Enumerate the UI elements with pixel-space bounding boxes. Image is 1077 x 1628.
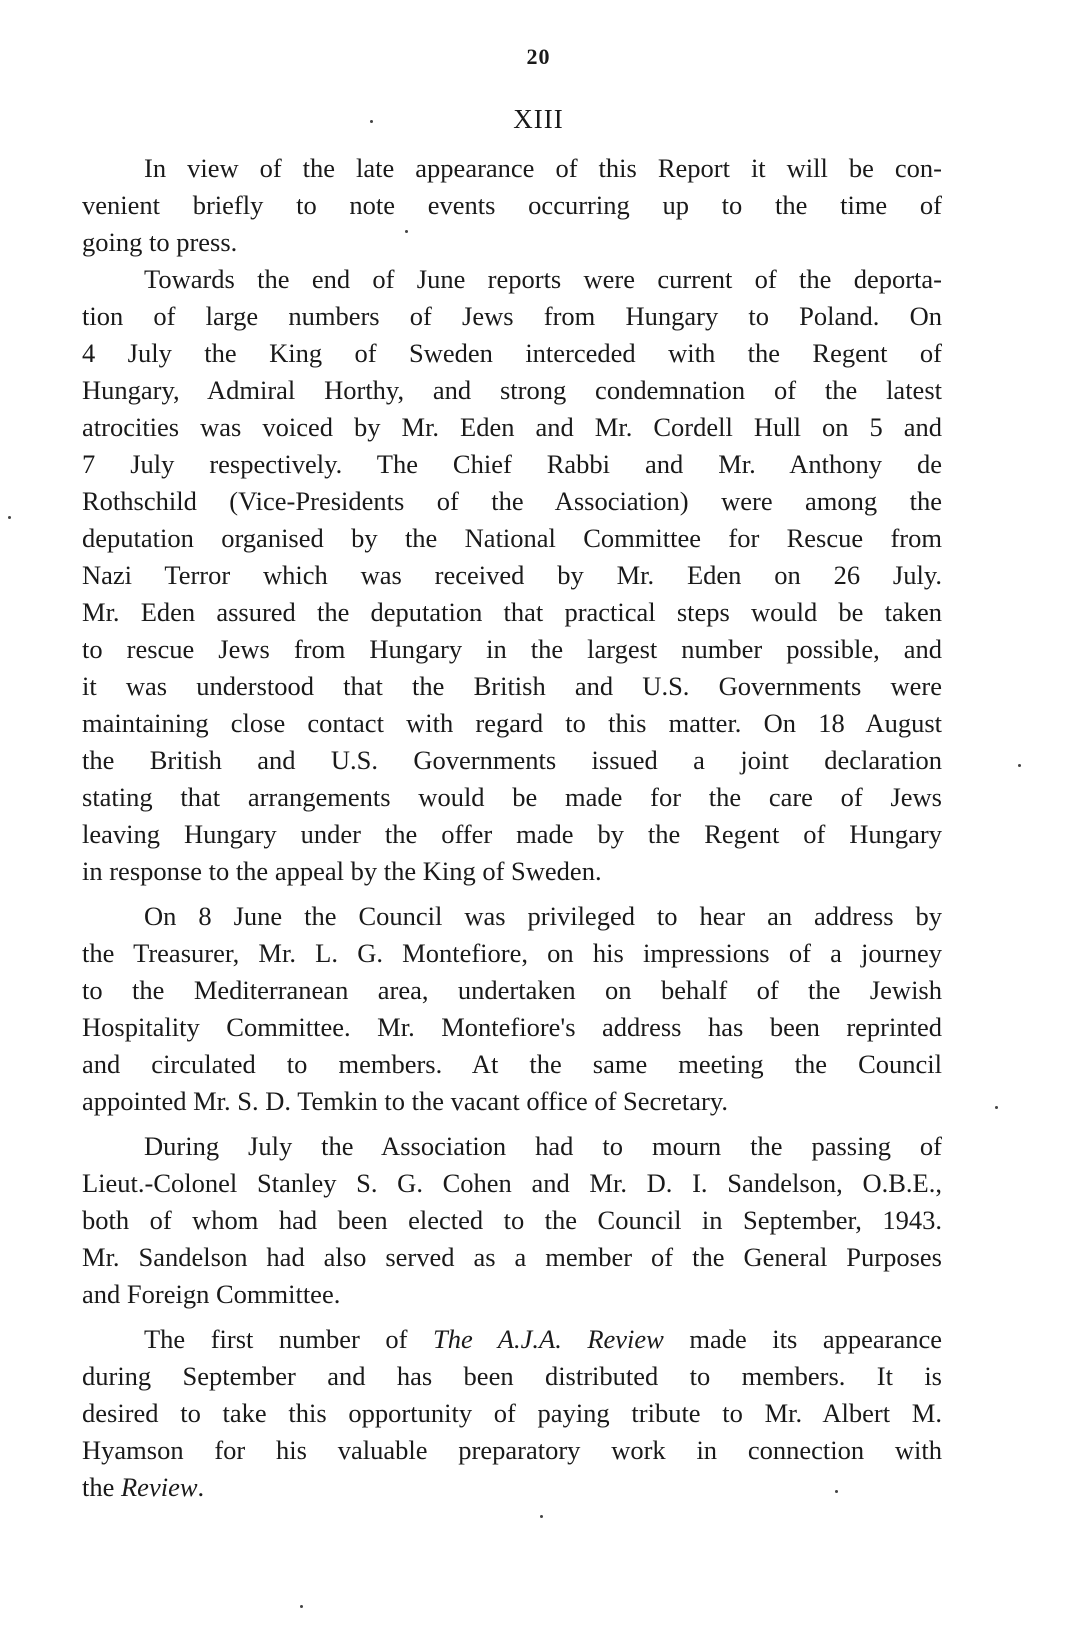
paragraph-2 bbox=[82, 261, 942, 890]
paragraph-4 bbox=[82, 1128, 942, 1313]
text-line bbox=[82, 1469, 942, 1506]
text-line: and circulated to members. At the same meeting the Council bbox=[82, 1049, 942, 1079]
text-line: Rothschild (Vice-Presidents of the Association) were among the bbox=[82, 486, 942, 516]
text-run: made its appearance bbox=[663, 1324, 942, 1354]
text-line: maintaining close contact with regard to this matter. On 18 August bbox=[82, 708, 942, 738]
paragraph-3 bbox=[82, 898, 942, 1120]
text-line: Hyamson for his valuable preparatory work in connection with bbox=[82, 1435, 942, 1465]
text-line: In view of the late appearance of this Report it will be con- bbox=[144, 153, 942, 183]
text-line: 4 July the King of Sweden interceded with the Regent of bbox=[82, 338, 942, 368]
text-line: both of whom had been elected to the Council in September, 1943. bbox=[82, 1205, 942, 1235]
paragraph-1 bbox=[82, 150, 942, 261]
text-line: to the Mediterranean area, undertaken on behalf of the Jewish bbox=[82, 975, 942, 1005]
text-line: Mr. Sandelson had also served as a member of the General Purposes bbox=[82, 1242, 942, 1272]
text-line: On 8 June the Council was privileged to hear an address by bbox=[144, 901, 942, 931]
text-line: 7 July respectively. The Chief Rabbi and Mr. Anthony de bbox=[82, 449, 942, 479]
scan-speck bbox=[8, 516, 11, 519]
text-line: going to press. bbox=[82, 227, 238, 257]
text-run: . bbox=[197, 1472, 205, 1502]
scan-speck bbox=[1018, 764, 1021, 767]
text-line: leaving Hungary under the offer made by the Regent of Hungary bbox=[82, 819, 942, 849]
scan-speck bbox=[405, 230, 408, 233]
scan-speck bbox=[995, 1106, 998, 1109]
text-line: the British and U.S. Governments issued a joint declaration bbox=[82, 745, 942, 775]
publication-title: Review bbox=[121, 1472, 198, 1502]
scan-speck bbox=[300, 1605, 303, 1608]
page-number: 20 bbox=[526, 44, 551, 69]
text-line: venient briefly to note events occurring up to the time of bbox=[82, 190, 942, 220]
text-line: it was understood that the British and U.S. Governments were bbox=[82, 671, 942, 701]
text-line: during September and has been distributed to members. It is bbox=[82, 1361, 942, 1391]
text-line: During July the Association had to mourn the passing of bbox=[144, 1131, 942, 1161]
scan-speck bbox=[540, 1515, 543, 1518]
text-line: in response to the appeal by the King of Sweden. bbox=[82, 856, 602, 886]
text-line: Hospitality Committee. Mr. Montefiore's address has been reprinted bbox=[82, 1012, 942, 1042]
text-line: stating that arrangements would be made for the care of Jews bbox=[82, 782, 942, 812]
text-run: The first number of bbox=[144, 1324, 434, 1354]
text-line: appointed Mr. S. D. Temkin to the vacant office of Secretary. bbox=[82, 1086, 728, 1116]
text-line: Mr. Eden assured the deputation that practical steps would be taken bbox=[82, 597, 942, 627]
text-line: and Foreign Committee. bbox=[82, 1279, 341, 1309]
publication-title: The A.J.A. Review bbox=[433, 1324, 664, 1354]
text-line: tion of large numbers of Jews from Hungary to Poland. On bbox=[82, 301, 942, 331]
scan-speck bbox=[370, 120, 373, 123]
scan-speck bbox=[835, 1490, 838, 1493]
text-line: Nazi Terror which was received by Mr. Eden on 26 July. bbox=[82, 560, 942, 590]
body-text bbox=[82, 150, 942, 1506]
text-line: deputation organised by the National Committee for Rescue from bbox=[82, 523, 942, 553]
text-line: Hungary, Admiral Horthy, and strong condemnation of the latest bbox=[82, 375, 942, 405]
text-line: Lieut.-Colonel Stanley S. G. Cohen and Mr. D. I. Sandelson, O.B.E., bbox=[82, 1168, 942, 1198]
text-line: desired to take this opportunity of paying tribute to Mr. Albert M. bbox=[82, 1398, 942, 1428]
text-line: the Treasurer, Mr. L. G. Montefiore, on his impressions of a journey bbox=[82, 938, 942, 968]
text-line: Towards the end of June reports were current of the deporta- bbox=[144, 264, 942, 294]
text-line: atrocities was voiced by Mr. Eden and Mr. Cordell Hull on 5 and bbox=[82, 412, 942, 442]
text-run: the bbox=[82, 1472, 121, 1502]
text-line bbox=[82, 1321, 942, 1358]
section-heading: XIII bbox=[513, 104, 564, 134]
paragraph-5 bbox=[82, 1321, 942, 1506]
text-line: to rescue Jews from Hungary in the largest number possible, and bbox=[82, 634, 942, 664]
